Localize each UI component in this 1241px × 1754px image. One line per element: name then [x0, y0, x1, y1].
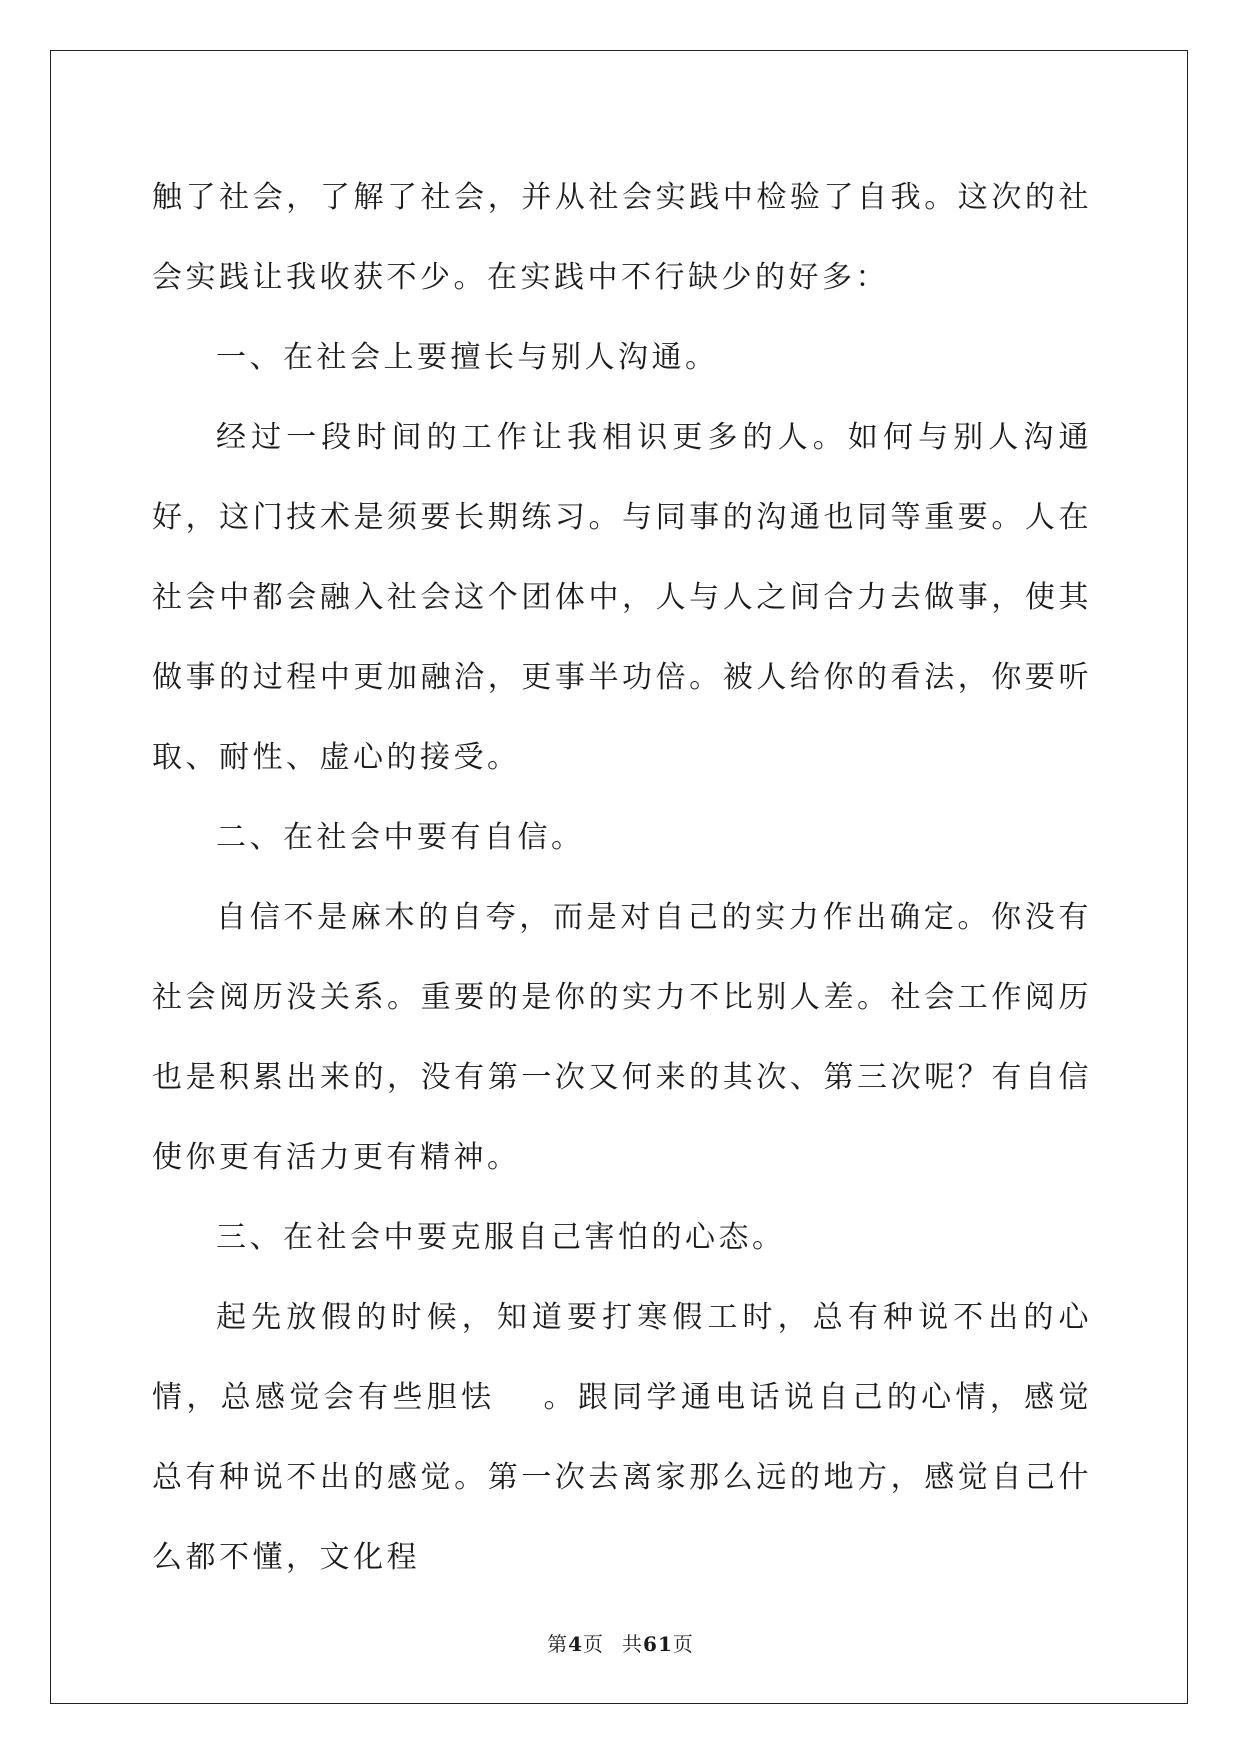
paragraph: 自信不是麻木的自夸，而是对自己的实力作出确定。你没有社会阅历没关系。重要的是你的实力不比别人差。社会工作阅历也是积累出来的，没有第一次又何来的其次、第三次呢？有自信使你更有活力更有精神。	[152, 900, 1092, 1175]
total-pages: 61	[643, 1632, 673, 1656]
section-heading: 三、在社会中要克服自己害怕的心态。	[216, 1220, 786, 1255]
footer-total-prefix: 共	[622, 1632, 644, 1656]
document-body	[152, 158, 1092, 1598]
footer-page-suffix: 页	[583, 1632, 605, 1656]
page-footer	[0, 1628, 1241, 1657]
paragraph: 起先放假的时候，知道要打寒假工时，总有种说不出的心情，总感觉会有些胆怯 。跟同学通电话说自己的心情，感觉总有种说不出的感觉。第一次去离家那么远的地方，感觉自己什么都不懂，文化程	[152, 1300, 1092, 1575]
footer-prefix: 第	[547, 1632, 569, 1656]
paragraph: 触了社会，了解了社会，并从社会实践中检验了自我。这次的社会实践让我收获不少。在实践中不行缺少的好多：	[152, 180, 1092, 295]
page-number: 4	[568, 1632, 584, 1656]
section-heading: 一、在社会上要擅长与别人沟通。	[216, 340, 719, 375]
footer-total-suffix: 页	[672, 1632, 694, 1656]
section-heading: 二、在社会中要有自信。	[216, 820, 585, 855]
paragraph: 经过一段时间的工作让我相识更多的人。如何与别人沟通好，这门技术是须要长期练习。与同事的沟通也同等重要。人在社会中都会融入社会这个团体中，人与人之间合力去做事，使其做事的过程中更加融洽，更事半功倍。被人给你的看法，你要听取、耐性、虚心的接受。	[152, 420, 1092, 775]
